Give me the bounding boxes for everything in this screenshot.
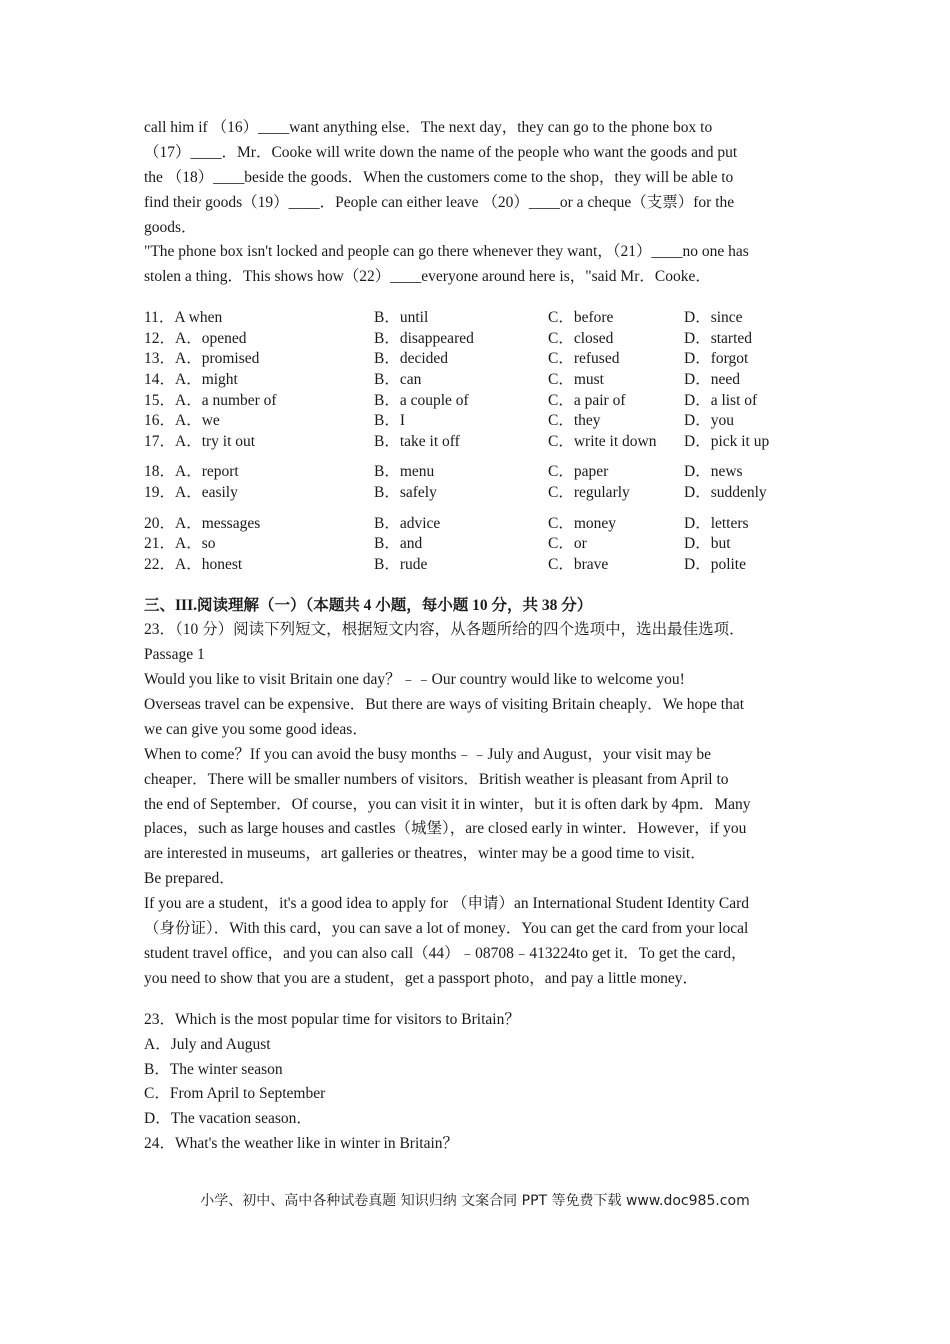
passage-line: call him if （16）____want anything else．The next day，they can go to the phone box to [144,119,713,136]
passage-line: stolen a thing．This shows how（22）____everyone around here is，"said Mr．Cooke． [144,268,711,286]
option-row [144,370,812,391]
option-d: D．but [684,535,731,553]
option-a: 20．A．messages [144,514,261,532]
question-stem: 24．What's the weather like in winter in Britain？ [144,1135,459,1153]
option-d: D．started [684,329,753,347]
answer-option: B．The winter season [144,1060,283,1078]
option-row [144,534,812,555]
option-c: C．brave [548,555,609,573]
option-row [144,411,812,432]
option-a: 17．A．try it out [144,432,256,450]
option-a: 22．A．honest [144,555,243,573]
option-b: B．take it off [374,432,460,450]
option-c: C．closed [548,329,614,347]
option-b: B．a couple of [374,391,469,409]
option-b: B．safely [374,483,437,501]
reading-passage [144,618,812,991]
passage-line: places，such as large houses and castles（城堡），are closed early in winter．However，if you [144,820,747,838]
document-content [144,116,812,1157]
option-a: 18．A．report [144,463,239,481]
option-row [144,349,812,370]
option-row [144,514,812,535]
option-c: C．refused [548,350,620,368]
option-b: B．rude [374,555,428,573]
option-d: D．news [684,463,743,481]
option-row [144,432,812,453]
option-b: B．decided [374,350,449,368]
passage-line: （17）____．Mr．Cooke will write down the name of the people who want the goods and put [144,143,738,161]
option-c: C．regularly [548,483,630,501]
passage-line: student travel office，and you can also call（44）﹣08708﹣413224to get it．To get the card， [144,944,747,962]
option-row [144,483,812,504]
cloze-options [144,308,812,575]
option-c: C．paper [548,463,609,481]
option-d: D．need [684,371,740,389]
option-row [144,391,812,412]
option-d: D．a list of [684,391,758,409]
option-c: C．or [548,535,587,553]
option-row [144,308,812,329]
passage-line: Overseas travel can be expensive．But there are ways of visiting Britain cheaply．We hope that [144,696,745,714]
passage-line: Passage 1 [144,646,205,664]
option-a: 14．A．might [144,371,238,389]
passage-line: we can give you some good ideas． [144,720,368,738]
passage-line: are interested in museums，art galleries or theatres，winter may be a good time to visit． [144,845,706,863]
page-footer: 小学、初中、高中各种试卷真题 知识归纳 文案合同 PPT 等免费下载 www.doc985.com [200,1193,750,1209]
option-a: 15．A．a number of [144,391,277,409]
option-c: C．must [548,371,604,389]
option-row [144,462,812,483]
passage-line: 23．（10 分）阅读下列短文，根据短文内容，从各题所给的四个选项中，选出最佳选项． [144,621,745,639]
option-d: D．suddenly [684,483,767,501]
option-d: D．letters [684,514,749,532]
option-row [144,329,812,350]
passage-line: "The phone box isn't locked and people can go there whenever they want，（21）____no one has [144,243,749,261]
question-stem: 23．Which is the most popular time for visitors to Britain？ [144,1010,520,1028]
passage-line: Be prepared． [144,870,235,888]
passage-line: you need to show that you are a student，get a passport photo，and pay a little money． [144,969,699,987]
passage-line: （身份证）．With this card，you can save a lot of money．You can get the card from your local [144,920,749,938]
option-b: B．disappeared [374,329,474,347]
passage-line: If you are a student，it's a good idea to apply for （申请）an International Student Identity Card [144,895,749,913]
passage-line: Would you like to visit Britain one day？﹣﹣Our country would like to welcome you! [144,671,685,689]
passage-line: When to come？If you can avoid the busy months﹣﹣July and August，your visit may be [144,745,711,763]
option-a: 13．A．promised [144,350,260,368]
option-a: 16．A．we [144,412,220,430]
option-c: C．money [548,514,617,532]
option-b: B．advice [374,514,441,532]
passage-line: the （18）____beside the goods．When the customers come to the shop，they will be able to [144,168,734,186]
option-b: B．I [374,412,406,430]
option-a: 11．A when [144,309,223,327]
passage-line: find their goods（19）____．People can either leave （20）____or a cheque（支票）for the [144,193,735,211]
option-b: B．until [374,309,429,327]
option-a: 19．A．easily [144,483,238,501]
cloze-passage [144,116,812,290]
answer-option: A．July and August [144,1035,271,1053]
option-b: B．menu [374,463,435,481]
passage-line: goods． [144,218,197,236]
option-d: D．you [684,412,734,430]
option-c: C．before [548,309,614,327]
section-title: 三、III.阅读理解（一）（本题共 4 小题，每小题 10 分，共 38 分） [144,597,593,615]
answer-option: C．From April to September [144,1085,326,1103]
option-c: C．they [548,412,601,430]
questions [144,1008,812,1157]
option-c: C．write it down [548,432,657,450]
answer-option: D．The vacation season． [144,1110,312,1128]
passage-line: the end of September．Of course，you can visit it in winter，but it is often dark by 4pm．Many [144,795,751,813]
option-d: D．since [684,309,743,327]
passage-line: cheaper．There will be smaller numbers of visitors．British weather is pleasant from April to [144,770,729,788]
option-a: 21．A．so [144,535,216,553]
option-b: B．can [374,371,422,389]
option-d: D．pick it up [684,432,770,450]
option-row [144,555,812,576]
option-d: D．polite [684,555,746,573]
option-a: 12．A．opened [144,329,247,347]
option-d: D．forgot [684,350,749,368]
option-b: B．and [374,535,423,553]
option-c: C．a pair of [548,391,626,409]
